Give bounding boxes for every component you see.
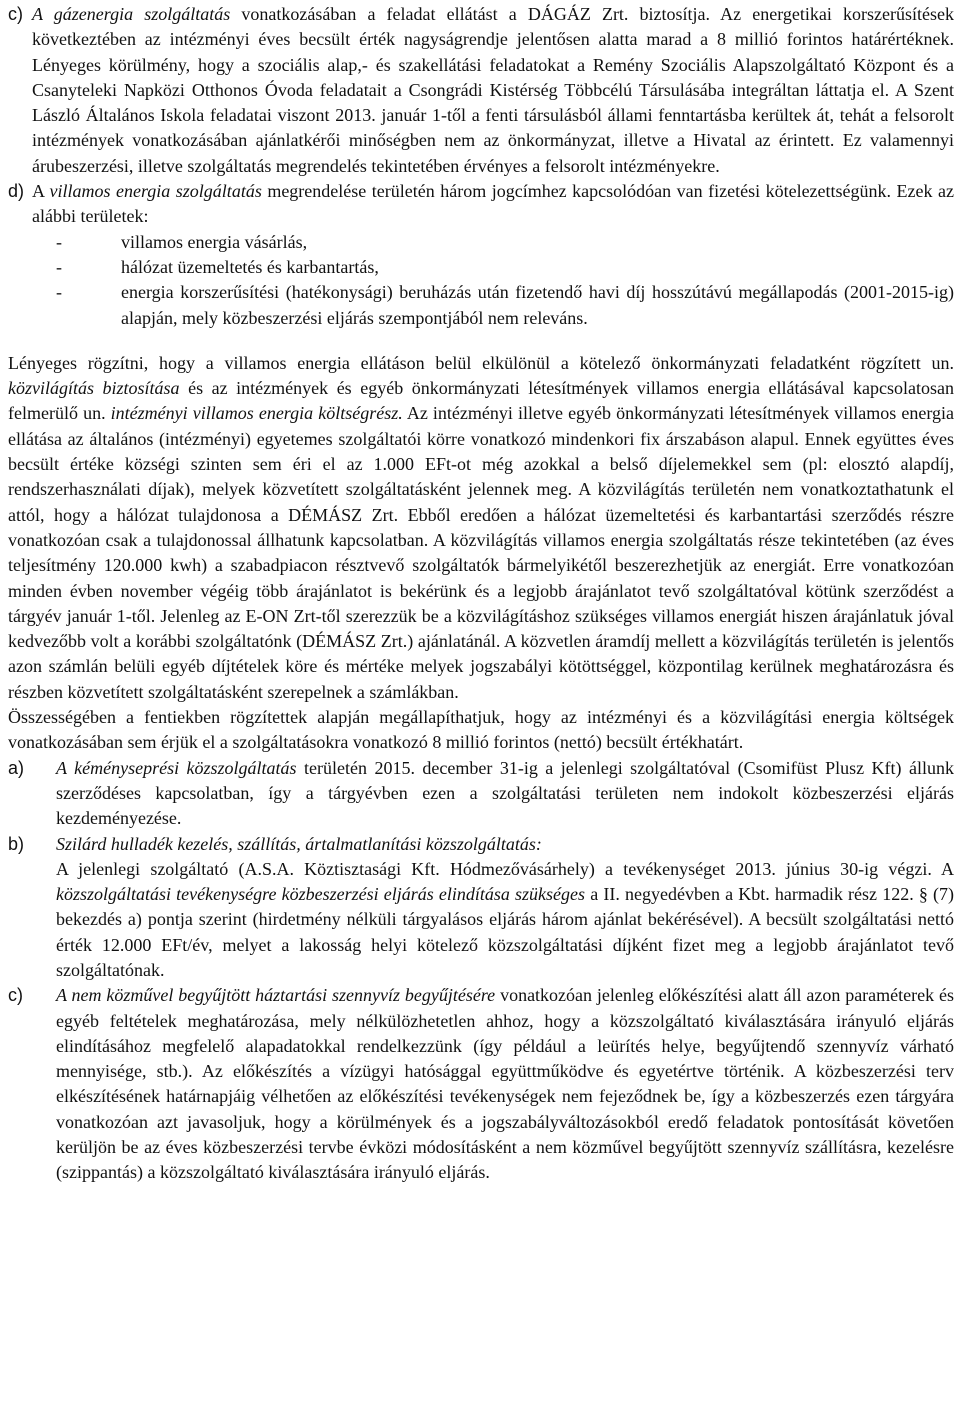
italic-term: intézményi villamos energia költségrész. xyxy=(110,403,403,424)
list-item-text: hálózat üzemeltetés és karbantartás, xyxy=(121,256,379,277)
dash-bullet: - xyxy=(56,282,62,303)
item-body xyxy=(32,2,954,179)
item-text: megrendelése területén három jogcímhez kapcsolódóan van fizetési kötelezettségünk. Ezek az alábbi területek: xyxy=(32,181,954,227)
section-wastewater xyxy=(8,983,954,1185)
section-waste xyxy=(8,832,954,984)
item-body xyxy=(56,983,954,1185)
item-body xyxy=(56,832,954,984)
list-item xyxy=(56,280,954,331)
italic-title: Szilárd hulladék kezelés, szállítás, ártalmatlanítási közszolgáltatás: xyxy=(56,833,542,854)
item-text-part: A jelenlegi szolgáltató (A.S.A. Köztisztasági Kft. Hódmezővásárhely) a tevékenységet 2013. június 30-ig végzi. A xyxy=(56,858,954,879)
list-item-text: villamos energia vásárlás, xyxy=(121,231,308,252)
section-electricity xyxy=(8,179,954,230)
item-label: b) xyxy=(8,833,25,854)
italic-term: közvilágítás biztosítása xyxy=(8,378,180,399)
spacer xyxy=(8,331,954,351)
paragraph-summary: Összességében a fentiekben rögzítettek alapján megállapíthatjuk, hogy az intézményi és a közvilágítási energia költségek vonatkozásában sem érjük el a szolgáltatásokra vonatkozó 8 millió forintos (nettó) becsült értékhatárt. xyxy=(8,707,954,753)
italic-term: A kéményseprési közszolgáltatás xyxy=(56,757,297,778)
section-chimney xyxy=(8,756,954,832)
section-gas xyxy=(8,2,954,179)
item-text xyxy=(56,857,954,983)
paragraph-text: Lényeges rögzítni, hogy a villamos energia ellátáson belül elkülönül a kötelező önkormányzati feladatként rögzített un. xyxy=(8,352,954,373)
paragraph-text: Az intézményi illetve egyéb önkormányzati létesítmények villamos energia ellátása az általános (intézményi) egyetemes szolgáltatói körre vonatkozó mindenkori fix árszabáson alapul. Ennek együttes éves becsült értéke községi szinten sem éri el az 1.000 EFt-ot még azokkal a belső díjelemekkel sem (pl: elosztó alapdíj, rendszerhasználati díjak), melyek közvetített szolgáltatásként jelennek meg. A közvilágítás területén nem vonatkoztathatunk el attól, hogy a hálózat tulajdonosa a DÉMÁSZ Zrt. Ebből eredően a hálózat üzemeltetési és karbantartási szerződés részre vonatkozóan csak a tulajdonossal állhatunk kapcsolatban. A közvilágítás villamos energia szolgáltatás része tekintetében (az éves teljesítmény 120.000 kwh) a szabadpiacon résztvevő szolgáltatók bármelyikétől beszerezhetjük az energiát. Erre vonatkozóan minden évben november végéig több árajánlatot is bekérünk és a legjobb árajánlatot tevő szolgáltatóval kötünk szerződést a tárgyév január 1-től. Jelenleg az E-ON Zrt-től szerezzük be a közvilágításhoz szükséges villamos energiát hiszen árajánlatuk jóval kedvezőbb volt a korábbi szolgáltatónk (DÉMÁSZ Zrt.) ajánlatánál. A közvetlen áramdíj mellett a közvilágítás területén is jelentős azon számlán belüli egyéb díjtételek köre és mértéke melyek jogszabályi kötöttséggel, központilag kerülnek meghatározásra és részben közvetített szolgáltatásként szerepelnek a számlákban. xyxy=(8,403,954,702)
item-body xyxy=(32,179,954,230)
item-label: c) xyxy=(8,4,23,24)
item-pre: A xyxy=(32,181,50,202)
item-text: vonatkozásában a feladat ellátást a DÁGÁZ Zrt. biztosítja. Az energetikai korszerűsítések következtében az intézményi éves becsült érték nagyságrendje jelentősen alatta marad a 8 millió forintos határértéknek. Lényeges körülmény, hogy a szociális alap,- és szakellátási feladatokat a Remény Szociális Alapszolgáltató Központ és a Csanyteleki Napközi Otthonos Óvoda feladatait a Csongrádi Kistérség Többcélú Társulásába integráltan láttatja el. A Szent László Általános Iskola feladatai viszont 2013. január 1-től a fenti társulásból állami fenntartásba kerültek át, tehát a felsorolt intézmények vonatkozásában ajánlatkérői minőségben nem az önkormányzat, illetve a Hivatal az érintett. Ez valamennyi árubeszerzési, illetve szolgáltatás megrendelés tekintetében érvényes a felsorolt intézményekre. xyxy=(32,4,954,176)
list-item-text: energia korszerűsítési (hatékonysági) beruházás után fizetendő havi díj hosszútávú megállapodás (2001-2015-ig) alapján, mely közbeszerzési eljárás szempontjából nem releváns. xyxy=(121,282,954,328)
list-item xyxy=(56,230,954,255)
item-title xyxy=(56,832,954,857)
item-text: területén 2015. december 31-ig a jelenlegi szolgáltatóval (Csomifüst Plusz Kft) állunk szerződéses kapcsolatban, így a tárgyévben ezen a szolgáltatási területen nem indokolt közbeszerzési eljárás kezdeményezése. xyxy=(56,757,954,829)
italic-term: villamos energia szolgáltatás xyxy=(49,181,262,202)
item-body xyxy=(56,756,954,832)
item-label: d) xyxy=(8,181,25,202)
paragraph-street-lighting xyxy=(8,351,954,705)
item-text: vonatkozóan jelenleg előkészítési alatt áll azon paraméterek és egyéb feltételek meghatározása, mely nélkülözhetetlen ahhoz, hogy a közszolgáltató kiválasztására irányuló eljárás elindításához megfelelő alapadatokkal rendelkezzünk (így például a leürítés helye, begyűjtendő szennyvíz várható mennyisége, stb.). Az előkészítés a vízügyi hatósággal együttműködve és egyetértve történik. A közbeszerzési terv elkészítésének határnapjáig vélhetően az előkészítési tevékenységek nem fejeződnek be, így a közbeszerzés ezen tárgyára vonatkozóan azt javasoljuk, hogy a körülmények és a jogszabályváltozásokból eredő feladatok pontosítását követően kerüljön be az éves közbeszerzési tervbe évközi módosításként a nem közművel begyűjtött szennyvíz szállításra, kezelésre (szippantás) a közszolgáltató kiválasztására irányuló eljárás. xyxy=(56,985,955,1183)
italic-term: közszolgáltatási tevékenységre közbeszerzési eljárás elindítása szükséges xyxy=(56,884,586,905)
list-item xyxy=(56,255,954,280)
italic-term: A gázenergia szolgáltatás xyxy=(32,4,231,24)
dash-bullet: - xyxy=(56,231,62,252)
dash-bullet: - xyxy=(56,256,62,277)
italic-term: A nem közművel begyűjtött háztartási szennyvíz begyűjtésére xyxy=(56,985,496,1006)
item-label: c) xyxy=(8,985,23,1006)
item-text-part: a II. negyedévben a Kbt. harmadik rész 122. § (7) bekezdés a) pontja szerint (hirdetmény nélküli tárgyalásos eljárás három ajánlat bekérésével). A becsült szolgáltatási nettó érték 12.000 EFt/év, melyet a lakosság helyi kötelező közszolgáltatási díjként fizet meg a legjobb árajánlatot tevő szolgáltatónak. xyxy=(56,884,954,980)
item-label: a) xyxy=(8,757,25,778)
paragraph-text: és az intézmények és egyéb önkormányzati létesítmények villamos energia ellátásával kapcsolatosan felmerülő un. xyxy=(8,378,954,424)
